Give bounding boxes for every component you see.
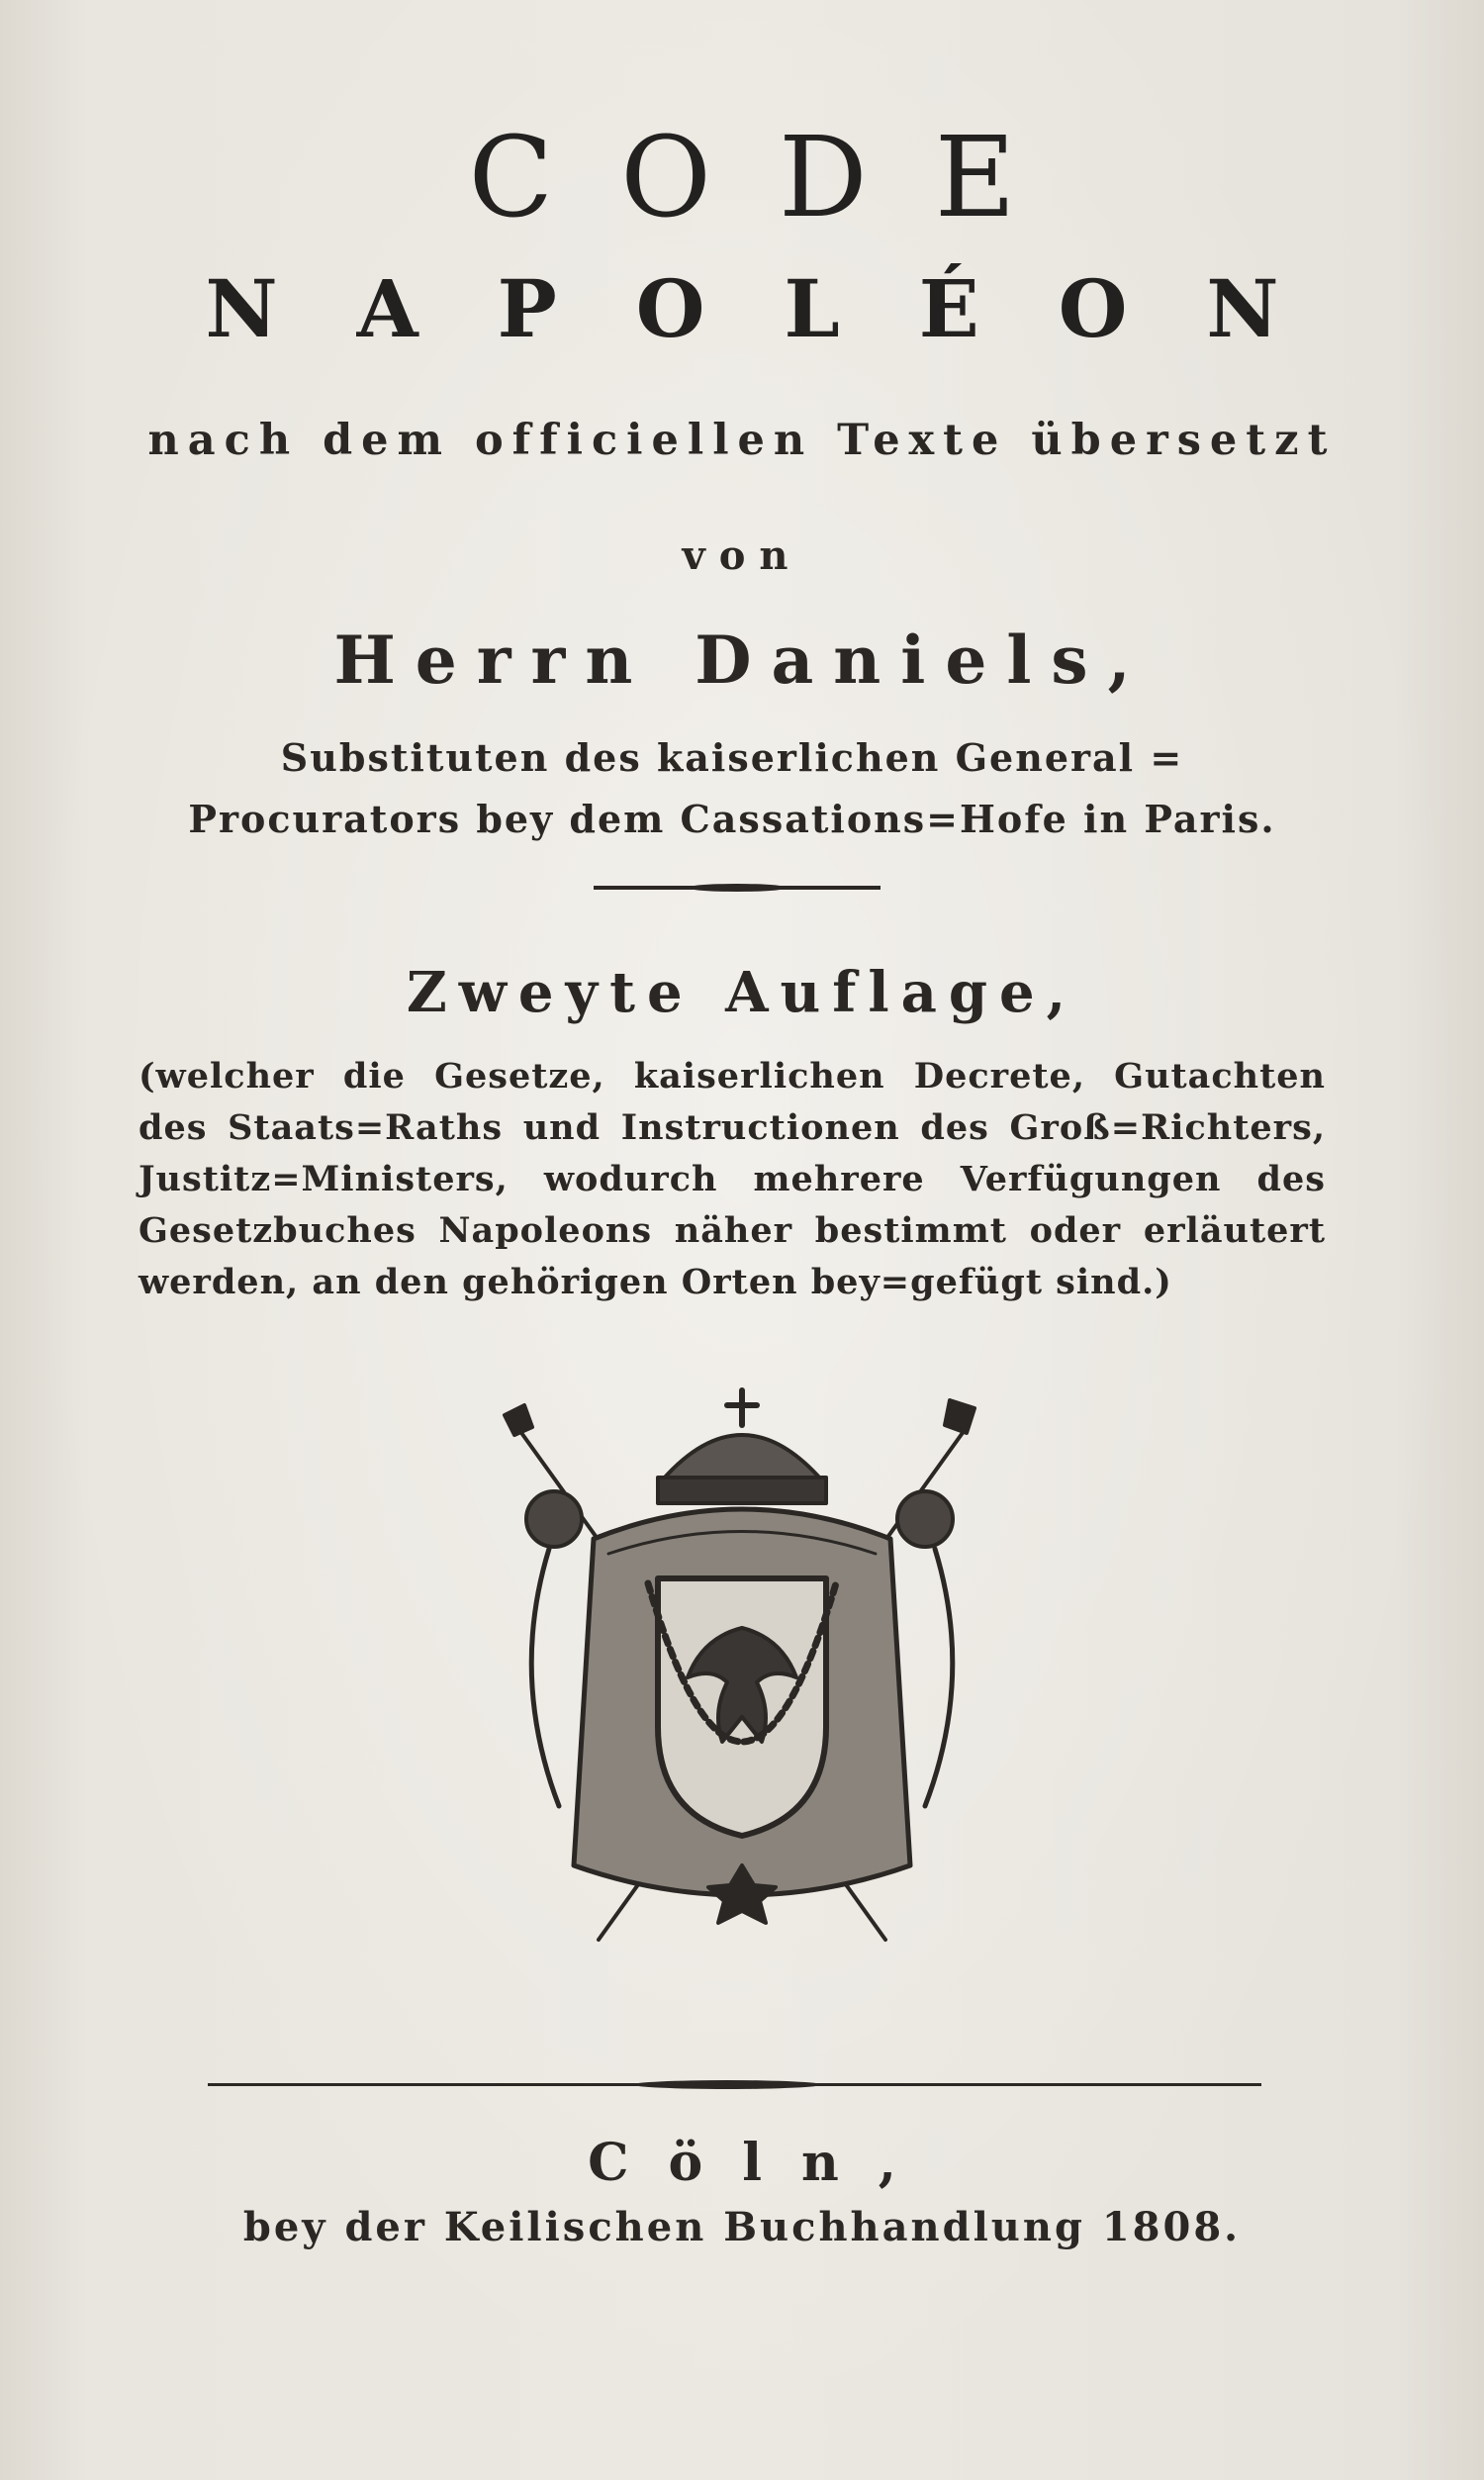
ornamental-rule-bottom [208, 2083, 1261, 2086]
imprint-publisher: bey der Keilischen Buchhandlung 1808. [242, 2204, 1242, 2250]
subtitle: nach dem officiellen Texte übersetzt [147, 416, 1337, 465]
edition-note: (welcher die Gesetze, kaiserlichen Decrete, Gutachten des Staats=Raths und Instructionen des Groß=Richters, Justitz=Ministers, wodurch mehrere Verfügungen des Gesetzbuches Napoleons näher bestimmt oder erläutert werden, an den gehörigen Orten bey=gefügt sind.) [139, 1056, 1326, 1302]
title-line-code: CODE [468, 114, 1083, 242]
author-description: Substituten des kaiserlichen General = Procurators bey dem Cassations=Hofe in Paris. [188, 735, 1276, 841]
edition-heading: Zweyte Auflage, [406, 960, 1078, 1025]
imprint-city: Cöln, [588, 2133, 936, 2193]
imperial-coat-of-arms-icon [490, 1371, 994, 1950]
title-line-napoleon: NAPOLÉON [205, 262, 1358, 355]
author-name: Herrn Daniels, [333, 621, 1151, 699]
by-line: von [682, 532, 802, 579]
ornamental-rule-top [594, 886, 881, 890]
